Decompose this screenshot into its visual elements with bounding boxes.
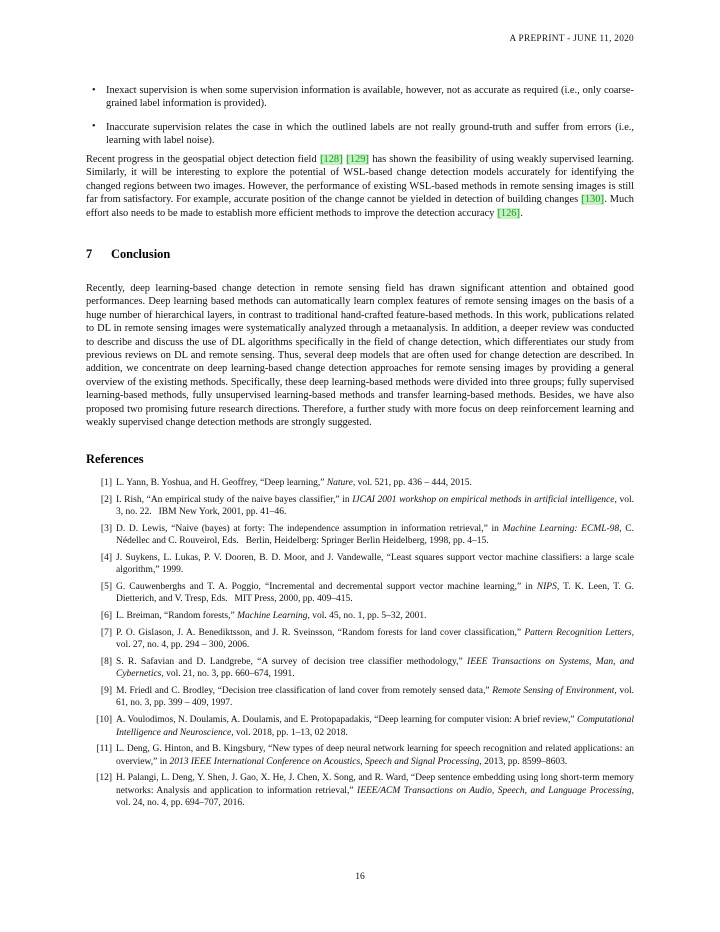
list-item bbox=[86, 656, 634, 681]
reference-number: [10] bbox=[96, 715, 112, 726]
reference-number: [12] bbox=[96, 773, 112, 784]
list-item bbox=[86, 714, 634, 739]
list-item bbox=[86, 743, 634, 768]
reference-italic: Machine Learning: ECML-98 bbox=[502, 523, 620, 534]
reference-number: [1] bbox=[100, 478, 112, 488]
reference-text: I. Rish, “An empirical study of the naive bayes classifier,” in bbox=[116, 494, 353, 505]
section-heading-references: References bbox=[86, 452, 144, 466]
section-title: Conclusion bbox=[111, 247, 171, 261]
paragraph-recent-progress bbox=[86, 153, 634, 220]
reference-text: , vol. 45, no. 1, pp. 5–32, 2001. bbox=[307, 611, 427, 622]
reference-number: [11] bbox=[96, 744, 112, 755]
section-heading-conclusion bbox=[86, 247, 634, 262]
reference-text: , vol. 27, no. 4, pp. 294 – 300, 2006. bbox=[116, 627, 634, 651]
reference-number: [6] bbox=[100, 611, 112, 622]
citation-link-128[interactable]: [128] bbox=[320, 154, 343, 165]
citation-link-130[interactable]: [130] bbox=[581, 194, 604, 206]
reference-text: IBM New York, 2001, pp. 41–46. bbox=[158, 507, 287, 518]
reference-text: G. Cauwenberghs and T. A. Poggio, “Incremental and decremental support vector machine learning,” in bbox=[116, 582, 537, 593]
list-item bbox=[86, 685, 634, 710]
reference-text: , vol. 24, no. 4, pp. 694–707, 2016. bbox=[116, 785, 634, 809]
reference-text: A. Voulodimos, N. Doulamis, A. Doulamis, and E. Protopapadakis, “Deep learning for computer vision: A brief review,” bbox=[116, 715, 577, 726]
reference-text: MIT Press, 2000, pp. 409–415. bbox=[234, 594, 353, 605]
reference-italic: Remote Sensing of Environment bbox=[492, 686, 615, 697]
section-number: 7 bbox=[86, 247, 93, 261]
list-item bbox=[86, 494, 634, 519]
reference-number: [4] bbox=[100, 552, 112, 563]
reference-text: , vol. 2018, pp. 1–13, 02 2018. bbox=[231, 727, 348, 738]
citation-link-126[interactable]: [126] bbox=[497, 207, 520, 219]
reference-text: J. Suykens, L. Lukas, P. V. Dooren, B. D. Moor, and J. Vandewalle, “Least squares support vector machine classifiers: a large scale algorithm,” 1999. bbox=[116, 552, 634, 576]
supervision-bullet-list bbox=[86, 84, 634, 158]
list-item bbox=[86, 581, 634, 606]
reference-text: , vol. 3, no. 22. bbox=[116, 494, 635, 518]
running-header bbox=[86, 34, 634, 44]
reference-italic: Pattern Recognition Letters bbox=[524, 627, 632, 638]
reference-italic: Nature bbox=[326, 478, 353, 488]
reference-italic: IEEE/ACM Transactions on Audio, Speech, and Language Processing bbox=[357, 785, 632, 796]
citation-link-129[interactable]: [129] bbox=[346, 154, 369, 165]
paragraph-text-part: has shown the feasibility of using weakly supervised learning. Similarly, it will be interesting to explore the potential of WSL-based change detection models accurately for identifying the changed regions between two images. However, the performance of existing WSL-based methods in remote sensing images is still far from satisfactory. For example, accurate position of the change cannot be yielded in detection of building changes bbox=[86, 154, 634, 206]
reference-text: P. O. Gislason, J. A. Benediktsson, and J. R. Sveinsson, “Random forests for land cover classification,” bbox=[116, 627, 525, 638]
list-item: • Inexact supervision is when some supervision information is available, however, not as accurate as required (i.e., only coarse-grained label information is provided). bbox=[86, 84, 634, 111]
reference-italic: IEEE Transactions on Systems, Man, and Cybernetics bbox=[116, 657, 634, 680]
reference-list bbox=[86, 477, 634, 814]
list-item bbox=[86, 772, 634, 809]
reference-number: [8] bbox=[100, 657, 112, 668]
reference-italic: Machine Learning bbox=[237, 611, 308, 622]
paragraph-conclusion: Recently, deep learning-based change detection in remote sensing field has drawn significant attention and obtained good performances. Deep learning based methods can automatically learn complex features of remote sensing images on the basis of a huge number of hierarchical layers, in contrast to traditional hand-crafted feature-based methods. In this work, publications related to DL in remote sensing images were systematically analyzed through a metaanalysis. In addition, a deeper review was conducted to describe and discuss the use of DL algorithms specifically in the field of change detection, which differentiates our study from previous reviews on DL and remote sensing. Thus, several deep models that are often used for change detection are described. In addition, we concentrate on deep learning-based change detection approaches for remote sensing images by providing a general overview of the existing methods. Specifically, these deep learning-based methods were divided into three groups; fully supervised learning-based methods, fully unsupervised learning-based methods and transfer learning-based methods. Besides, we have also proposed two promising future research directions. Therefore, a further study with more focus on deep reinforcement learning and weakly supervised change detection methods are strongly suggested. bbox=[86, 283, 634, 429]
reference-text: , T. K. Leen, T. G. Dietterich, and V. Tresp, Eds. bbox=[116, 582, 635, 605]
reference-text: , 2013, pp. 8599–8603. bbox=[479, 756, 568, 767]
page-number: 16 bbox=[355, 871, 365, 882]
running-header-text: A PREPRINT - JUNE 11, 2020 bbox=[509, 34, 634, 44]
reference-text: , vol. 61, no. 3, pp. 399 – 409, 1997. bbox=[116, 686, 634, 709]
list-item bbox=[86, 523, 634, 548]
reference-text: , vol. 521, pp. 436 – 444, 2015. bbox=[352, 478, 472, 488]
paragraph-text-part: . bbox=[520, 207, 523, 219]
reference-text: M. Friedl and C. Brodley, “Decision tree classification of land cover from remotely sensed data,” bbox=[116, 686, 493, 697]
reference-italic: Computational Intelligence and Neuroscience bbox=[116, 715, 634, 738]
paragraph-text-part: . Much effort also needs to be made to establish more efficient methods to improve the detection accuracy bbox=[86, 194, 635, 219]
reference-italic: IJCAI 2001 workshop on empirical methods in artificial intelligence bbox=[352, 494, 615, 505]
list-item bbox=[86, 610, 634, 622]
reference-text: D. D. Lewis, “Naive (bayes) at forty: The independence assumption in information retrieval,” in bbox=[116, 523, 503, 534]
reference-number: [3] bbox=[100, 523, 112, 534]
reference-italic: NIPS bbox=[536, 582, 557, 593]
list-item: • Inaccurate supervision relates the case in which the outlined labels are not really ground-truth and suffer from errors (i.e., learning with label noise). bbox=[86, 121, 634, 148]
reference-number: [2] bbox=[100, 494, 112, 505]
reference-text: L. Yann, B. Yoshua, and H. Geoffrey, “Deep learning,” bbox=[116, 478, 327, 488]
reference-number: [7] bbox=[100, 627, 112, 638]
reference-text: L. Breiman, “Random forests,” bbox=[116, 611, 238, 622]
reference-number: [9] bbox=[100, 686, 112, 697]
reference-text: H. Palangi, L. Deng, Y. Shen, J. Gao, X. He, J. Chen, X. Song, and R. Ward, “Deep sentence embedding using long short-term memory networks: Analysis and application to information retrieval,” bbox=[116, 773, 634, 796]
reference-number: [5] bbox=[100, 582, 112, 593]
reference-text: L. Deng, G. Hinton, and B. Kingsbury, “New types of deep neural network learning for speech recognition and related applications: an overview,” in bbox=[116, 744, 634, 767]
list-item bbox=[86, 627, 634, 652]
reference-text: , C. Nédellec and C. Rouveirol, Eds. bbox=[116, 523, 634, 547]
reference-italic: 2013 IEEE International Conference on Acoustics, Speech and Signal Processing bbox=[169, 756, 480, 767]
reference-text: , vol. 21, no. 3, pp. 660–674, 1991. bbox=[161, 669, 295, 680]
reference-text: Berlin, Heidelberg: Springer Berlin Heidelberg, 1998, pp. 4–15. bbox=[245, 536, 489, 547]
list-item bbox=[86, 477, 634, 489]
paragraph-text-part: Recent progress in the geospatial object detection field bbox=[86, 154, 320, 165]
reference-text: S. R. Safavian and D. Landgrebe, “A survey of decision tree classifier methodology,” bbox=[116, 657, 468, 668]
list-item bbox=[86, 552, 634, 577]
